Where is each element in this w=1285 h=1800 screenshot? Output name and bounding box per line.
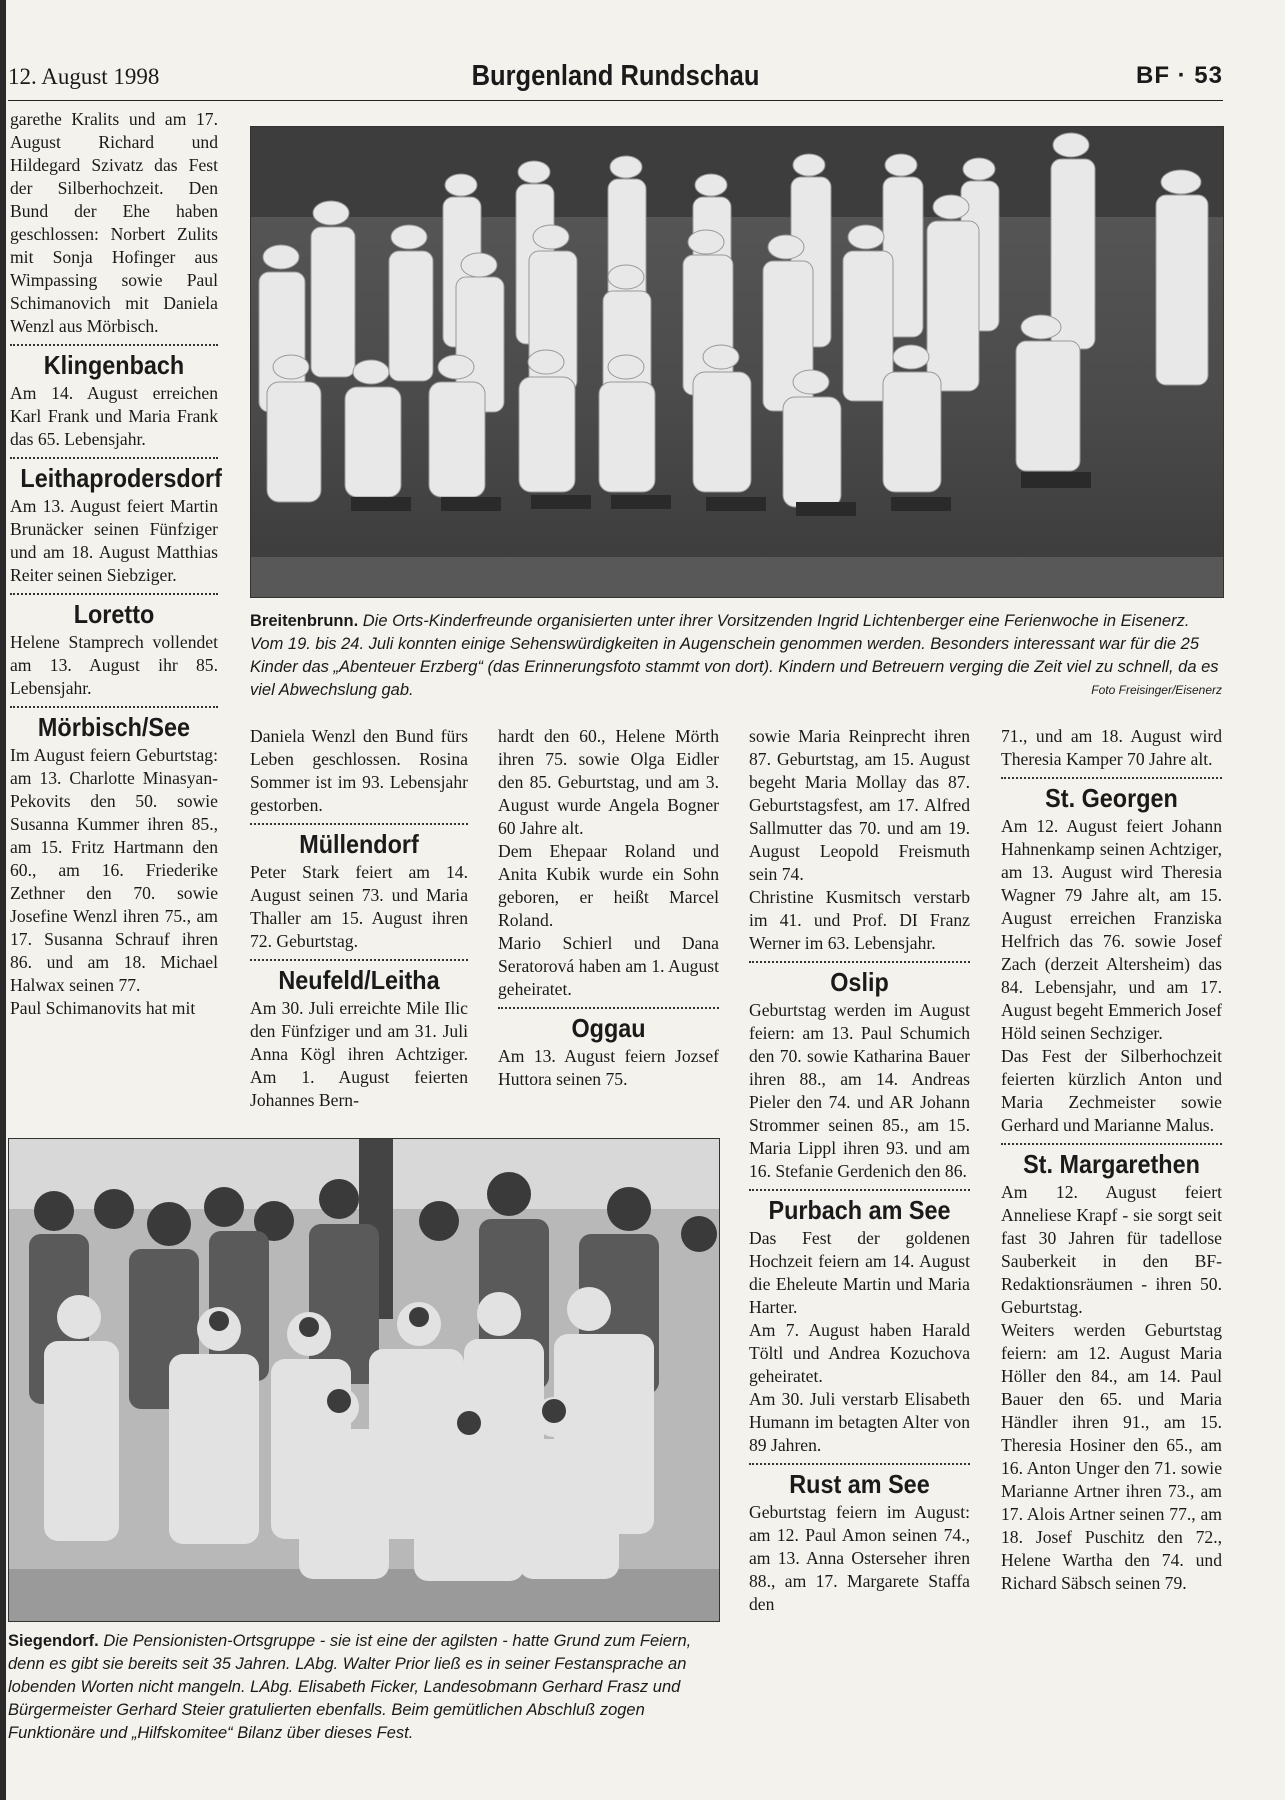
paragraph-oggau: Am 13. August feiern Jozsef Huttora seinen 75.	[498, 1046, 719, 1089]
column-3	[498, 725, 719, 1091]
photo-caption-breitenbrunn	[250, 610, 1222, 702]
paragraph-neufeld: Am 30. Juli erreichte Mile Ilic den Fünfziger und am 31. Juli Anna Kögl ihren Achtziger. Am 1. August feierten Johannes Bern-	[250, 998, 468, 1110]
issue-date: 12. August 1998	[8, 64, 160, 89]
paragraph-birth: Dem Ehepaar Roland und Anita Kubik wurde ein Sohn geboren, er heißt Marcel Roland.	[498, 841, 719, 930]
paragraph-continued: Daniela Wenzl den Bund fürs Leben geschlossen. Rosina Sommer ist im 93. Lebensjahr gestorben.	[250, 726, 468, 815]
divider	[250, 959, 468, 961]
paragraph-st-georgen-2: Das Fest der Silberhochzeit feierten kürzlich Anton und Maria Zechmeister sowie Gerhard und Marianne Malus.	[1001, 1046, 1222, 1135]
section-heading-moerbisch: Mörbisch/See	[37, 712, 191, 742]
divider	[1001, 777, 1222, 779]
caption-place: Siegendorf.	[8, 1632, 99, 1650]
section-heading-oggau: Oggau	[571, 1013, 646, 1043]
paragraph-st-margarethen-1: Am 12. August feiert Anneliese Krapf - sie sorgt seit fast 30 Jahren für tadellose Sauberkeit in den BF-Redaktionsräumen - ihren 50. Geburtstag.	[1001, 1182, 1222, 1317]
paragraph-purbach-3: Am 30. Juli verstarb Elisabeth Humann im betagten Alter von 89 Jahren.	[749, 1389, 970, 1455]
column-2	[250, 725, 468, 1112]
photo-siegendorf-pensioners	[8, 1138, 720, 1622]
divider	[10, 593, 218, 595]
caption-text: Die Orts-Kinderfreunde organisierten unter ihrer Vorsitzenden Ingrid Lichtenberger eine Ferienwoche in Eisenerz. Vom 19. bis 24. Juli konnten einige Sehenswürdigkeiten in Augenschein genommen werden. Besonders interessant war für die 25 Kinder das „Abenteuer Erzberg“ (das Erinnerungsfoto stammt von dort). Kindern und Betreuern verging die Zeit viel zu schnell, da es viel Abwechslung gab.	[250, 612, 1219, 699]
photo-breitenbrunn-image	[251, 127, 1223, 597]
photo-siegendorf-image	[9, 1139, 719, 1621]
paragraph-muellendorf: Peter Stark feiert am 14. August seinen 73. und Maria Thaller am 15. August ihren 72. Geburtstag.	[250, 862, 468, 951]
caption-text: Die Pensionisten-Ortsgruppe - sie ist eine der agilsten - hatte Grund zum Feiern, denn es gibt sie bereits seit 35 Jahren. LAbg. Walter Prior ließ es in seiner Festansprache an lobenden Worten nicht mangeln. LAbg. Elisabeth Ficker, Landesobmann Gerhard Frasz und Bürgermeister Gerhard Steier gratulierten ebenfalls. Beim gemütlichen Abschluß zogen Funktionäre und „Hilfskomitee“ Bilanz über dieses Fest.	[8, 1632, 692, 1742]
divider	[749, 961, 970, 963]
section-heading-rust: Rust am See	[789, 1469, 930, 1499]
section-heading-oslip: Oslip	[830, 967, 889, 997]
paragraph-loretto: Helene Stamprech vollendet am 13. August ihr 85. Lebensjahr.	[10, 632, 218, 698]
photo-credit: Foto Freisinger/Eisenerz	[1091, 683, 1222, 697]
divider	[1001, 1143, 1222, 1145]
section-heading-st-margarethen: St. Margarethen	[1023, 1149, 1200, 1179]
paragraph-st-margarethen-2: Weiters werden Geburtstag feiern: am 12. August Maria Höller den 84., am 14. Paul Bauer den 65. und Maria Händler ihren 91., am 15. Theresia Hosiner den 65., am 16. Anton Unger den 71. sowie Marianne Artner ihren 73., am 17. Alois Artner seinen 77., am 18. Josef Puschitz den 72., Helene Wartha den 74. und Richard Säbsch seinen 79.	[1001, 1320, 1222, 1593]
photo-caption-siegendorf	[8, 1630, 718, 1745]
section-heading-st-georgen: St. Georgen	[1045, 783, 1178, 813]
paragraph-moerbisch-continued: Paul Schimanovits hat mit	[10, 998, 196, 1018]
divider	[10, 457, 218, 459]
paragraph-deaths: Christine Kusmitsch verstarb im 41. und Prof. DI Franz Werner im 63. Lebensjahr.	[749, 887, 970, 953]
divider	[10, 706, 218, 708]
section-heading-purbach: Purbach am See	[768, 1195, 951, 1225]
divider	[10, 344, 218, 346]
column-1	[10, 108, 222, 1020]
paragraph-continued: hardt den 60., Helene Mörth ihren 75. sowie Olga Eidler den 85. Geburtstag, und am 3. August wurde Angela Bogner 60 Jahre alt.	[498, 726, 719, 838]
section-heading-loretto: Loretto	[73, 599, 155, 629]
paragraph-purbach-2: Am 7. August haben Harald Töltl und Andrea Kozuchova geheiratet.	[749, 1320, 970, 1386]
section-heading-klingenbach: Klingenbach	[43, 350, 185, 380]
page-header	[8, 60, 1223, 101]
paragraph-continued: 71., und am 18. August wird Theresia Kamper 70 Jahre alt.	[1001, 726, 1222, 769]
page-number: BF · 53	[1135, 62, 1223, 89]
paragraph-rust: Geburtstag feiern im August: am 12. Paul Amon seinen 74., am 13. Anna Osterseher ihren 88., am 17. Margarete Staffa den	[749, 1502, 970, 1614]
paragraph-oslip: Geburtstag werden im August feiern: am 13. Paul Schumich den 70. sowie Katharina Bauer ihren 88., am 14. Andreas Pieler den 74. und AR Johann Strommer seinen 85., am 15. Maria Lippl ihren 93. und am 16. Stefanie Gerdenich den 86.	[749, 1000, 970, 1181]
paragraph-leithaprodersdorf: Am 13. August feiert Martin Brunäcker seinen Fünfziger und am 18. August Matthias Reiter seinen Siebziger.	[10, 496, 218, 585]
divider	[250, 823, 468, 825]
paragraph-klingenbach: Am 14. August erreichen Karl Frank und Maria Frank das 65. Lebensjahr.	[10, 383, 218, 449]
article-continuation: garethe Kralits und am 17. August Richard und Hildegard Szivatz das Fest der Silberhochzeit. Den Bund der Ehe haben geschlossen: Norbert Zulits mit Sonja Hofinger aus Wimpassing sowie Paul Schimanovich mit Daniela Wenzl aus Mörbisch.	[10, 109, 218, 336]
section-heading-neufeld: Neufeld/Leitha	[278, 965, 440, 995]
divider	[498, 1007, 719, 1009]
section-heading-muellendorf: Müllendorf	[299, 829, 419, 859]
paragraph-moerbisch: Im August feiern Geburtstag: am 13. Charlotte Minasyan-Pekovits den 50. sowie Susanna Kummer ihren 85., am 15. Fritz Hartmann den 60., am 16. Friederike Zethner den 70. sowie Josefine Wenzl ihren 75., am 17. Susanna Schrauf ihren 86. und am 18. Michael Halwax seinen 77.	[10, 745, 218, 995]
paragraph-wedding: Mario Schierl und Dana Seratorová haben am 1. August geheiratet.	[498, 933, 719, 999]
paragraph-st-georgen-1: Am 12. August feiert Johann Hahnenkamp seinen Achtziger, am 13. August wird Theresia Wagner 79 Jahre alt, am 15. August erreichen Franziska Helfrich das 76. sowie Josef Zach (derzeit Altersheim) das 84. Lebensjahr, und am 17. August begeht Emmerich Josef Höld seinen Sechziger.	[1001, 816, 1222, 1043]
paragraph-purbach-1: Das Fest der goldenen Hochzeit feiern am 14. August die Eheleute Martin und Maria Harter.	[749, 1228, 970, 1317]
photo-breitenbrunn-children	[250, 126, 1224, 598]
caption-place: Breitenbrunn.	[250, 612, 359, 630]
divider	[749, 1463, 970, 1465]
page-binding-edge	[0, 0, 6, 1800]
section-heading-leithaprodersdorf: Leithaprodersdorf	[20, 463, 222, 493]
column-5	[1001, 725, 1222, 1595]
divider	[749, 1189, 970, 1191]
column-4	[749, 725, 970, 1616]
newspaper-title: Burgenland Rundschau	[471, 60, 760, 92]
paragraph-continued: sowie Maria Reinprecht ihren 87. Geburtstag, am 15. August begeht Maria Mollay das 87. Geburtstagsfest, am 17. Alfred Sallmutter das 70. und am 19. August Leopold Freismuth sein 74.	[749, 726, 970, 884]
